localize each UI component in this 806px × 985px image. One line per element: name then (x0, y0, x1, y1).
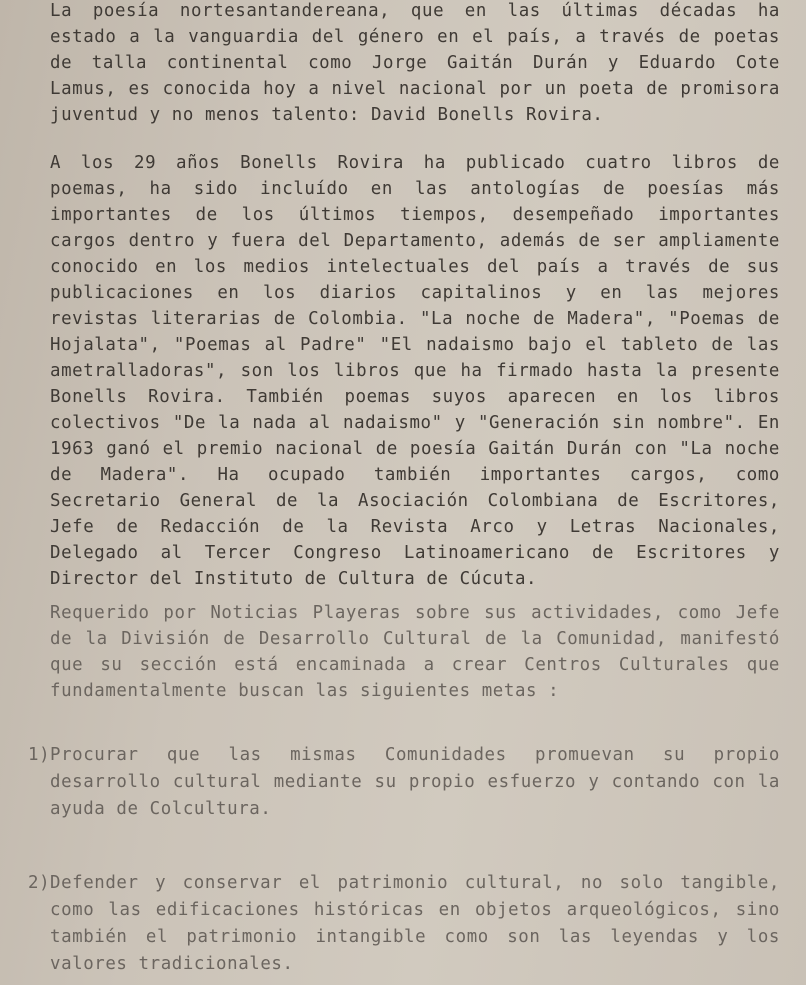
list-item-text: Procurar que las mismas Comunidades promuevan su propio desarrollo cultural mediante su propio esfuerzo y contando con la ayuda de Colcultura. (50, 745, 780, 819)
paragraph-goals-intro: Requerido por Noticias Playeras sobre sus actividades, como Jefe de la División de Desarrollo Cultural de la Comunidad, manifestó que su sección está encaminada a crear Centros Culturales que fundamentalmente buscan las siguientes metas : (50, 603, 780, 701)
paragraph-intro: La poesía nortesantandereana, que en las últimas décadas ha estado a la vanguardia del género en el país, a través de poetas de talla continental como Jorge Gaitán Durán y Eduardo Cote Lamus, es conocida hoy a nivel nacional por un poeta de promisora juventud y no menos talento: David Bonells Rovira. (50, 1, 780, 125)
list-item-marker: 1) (28, 745, 51, 765)
list-item-marker: 2) (28, 873, 51, 893)
list-item-text: Defender y conservar el patrimonio cultural, no solo tangible, como las edificaciones históricas en objetos arqueológicos, sino también el patrimonio intangible como son las leyendas y los valores tradicionales. (50, 873, 780, 974)
list-item (28, 742, 780, 823)
paragraph-biography: A los 29 años Bonells Rovira ha publicado cuatro libros de poemas, ha sido incluído en las antologías de poesías más importantes de los últimos tiempos, desempeñado importantes cargos dentro y fuera del Departamento, además de ser ampliamente conocido en los medios intelectuales del país a través de sus publicaciones en los diarios capitalinos y en las mejores revistas literarias de Colombia. "La noche de Madera", "Poemas de Hojalata", "Poemas al Padre" "El nadaismo bajo el tableto de las ametralladoras", son los libros que ha firmado hasta la presente Bonells Rovira. También poemas suyos aparecen en los libros colectivos "De la nada al nadaismo" y "Generación sin nombre". En 1963 ganó el premio nacional de poesía Gaitán Durán con "La noche de Madera". Ha ocupado también importantes cargos, como Secretario General de la Asociación Colombiana de Escritores, Jefe de Redacción de la Revista Arco y Letras Nacionales, Delegado al Tercer Congreso Latinoamericano de Escritores y Director del Instituto de Cultura de Cúcuta. (50, 153, 780, 589)
list-item (28, 870, 780, 978)
